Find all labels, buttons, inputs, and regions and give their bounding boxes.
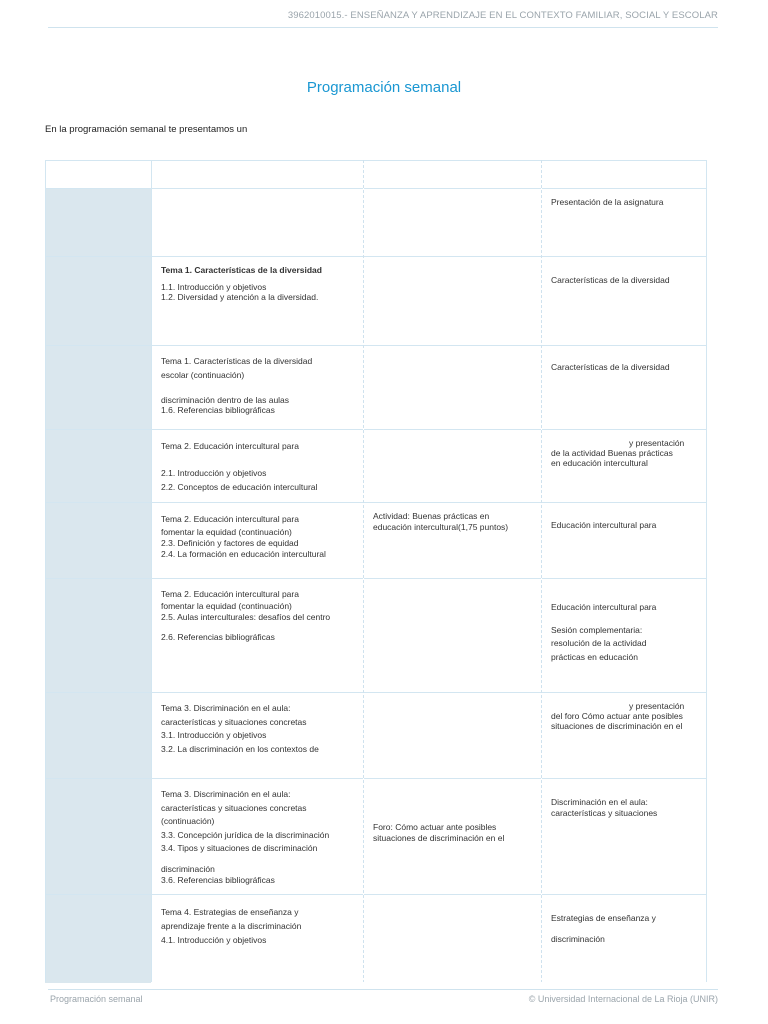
week-cell [45,257,151,346]
classes-cell: Presentación de la asignatura [551,197,664,207]
classes-cell: Características de la diversidad [551,275,670,285]
topics-cell: Tema 1. Características de la diversidad 1.1. Introducción y objetivos 1.2. Diversidad y atención a la diversidad. [161,265,322,302]
topics-cell: Tema 1. Características de la diversidad escolar (continuación) discriminación dentro de las aulas 1.6. Referencias bibliográficas [161,356,313,415]
table-row [45,578,707,693]
table-row [45,345,707,430]
intro-text: En la programación semanal te presentamos un [45,124,248,135]
classes-cell: y presentación de la actividad Buenas prácticas en educación intercultural [551,438,685,468]
footer-copyright: © Universidad Internacional de La Rioja (UNIR) [528,994,718,1004]
page-title: Programación semanal [306,79,462,96]
topics-cell: Tema 4. Estrategias de enseñanza y aprendizaje frente a la discriminación 4.1. Introducción y objetivos [161,907,302,945]
table-row [45,778,707,895]
classes-cell: Estrategias de enseñanza y discriminación [551,913,656,944]
topics-cell: Tema 2. Educación intercultural para 2.1. Introducción y objetivos 2.2. Conceptos de educación intercultural [161,441,318,492]
table-row [45,429,707,503]
table-row [45,894,707,983]
topics-cell: Tema 3. Discriminación en el aula: características y situaciones concretas 3.1. Introducción y objetivos 3.2. La discriminación en los contextos de [161,703,319,754]
footer-divider [48,989,718,990]
course-header: 3962010015.- ENSEÑANZA Y APRENDIZAJE EN EL CONTEXTO FAMILIAR, SOCIAL Y ESCOLAR [287,10,718,21]
week-cell [45,693,151,779]
topics-cell: Tema 2. Educación intercultural para fomentar la equidad (continuación) 2.5. Aulas interculturales: desafíos del centro 2.6. Referencias bibliográficas [161,589,331,642]
week-cell [45,430,151,503]
classes-cell: Educación intercultural para Sesión complementaria: resolución de la actividad prácticas en educación [551,602,657,662]
column-divider [541,160,542,982]
table-row [45,256,707,346]
topics-cell: Tema 2. Educación intercultural para fomentar la equidad (continuación) 2.3. Definición y factores de equidad 2.4. La formación en educación intercultural [161,514,326,559]
week-cell [45,895,151,983]
topics-cell: Tema 3. Discriminación en el aula: características y situaciones concretas (continuación) 3.3. Concepción jurídica de la discriminación 3.4. Tipos y situaciones de discriminación discriminación 3.6. Referencias bibliográficas [161,789,330,885]
classes-cell: Discriminación en el aula: características y situaciones [551,797,658,818]
footer-section-title: Programación semanal [50,994,143,1004]
week-cell [45,779,151,895]
table-border-left [45,160,46,982]
week-cell [45,579,151,693]
table-row [45,502,707,579]
week-cell [45,346,151,430]
table-border-right [706,160,707,982]
column-divider [151,160,152,982]
table-row [45,692,707,779]
classes-cell: Educación intercultural para [551,520,657,530]
table-header-row [45,160,707,189]
activity-cell: Actividad: Buenas prácticas en educación intercultural(1,75 puntos) [373,511,509,532]
activity-cell: Foro: Cómo actuar ante posibles situaciones de discriminación en el [373,822,505,843]
week-cell [45,503,151,579]
classes-cell: y presentación del foro Cómo actuar ante posibles situaciones de discriminación en el [551,701,685,731]
weekly-schedule-table [45,160,707,982]
table-row [45,188,707,257]
week-cell [45,189,151,257]
column-divider [363,160,364,982]
header-divider [48,27,718,28]
classes-cell: Características de la diversidad [551,362,670,372]
